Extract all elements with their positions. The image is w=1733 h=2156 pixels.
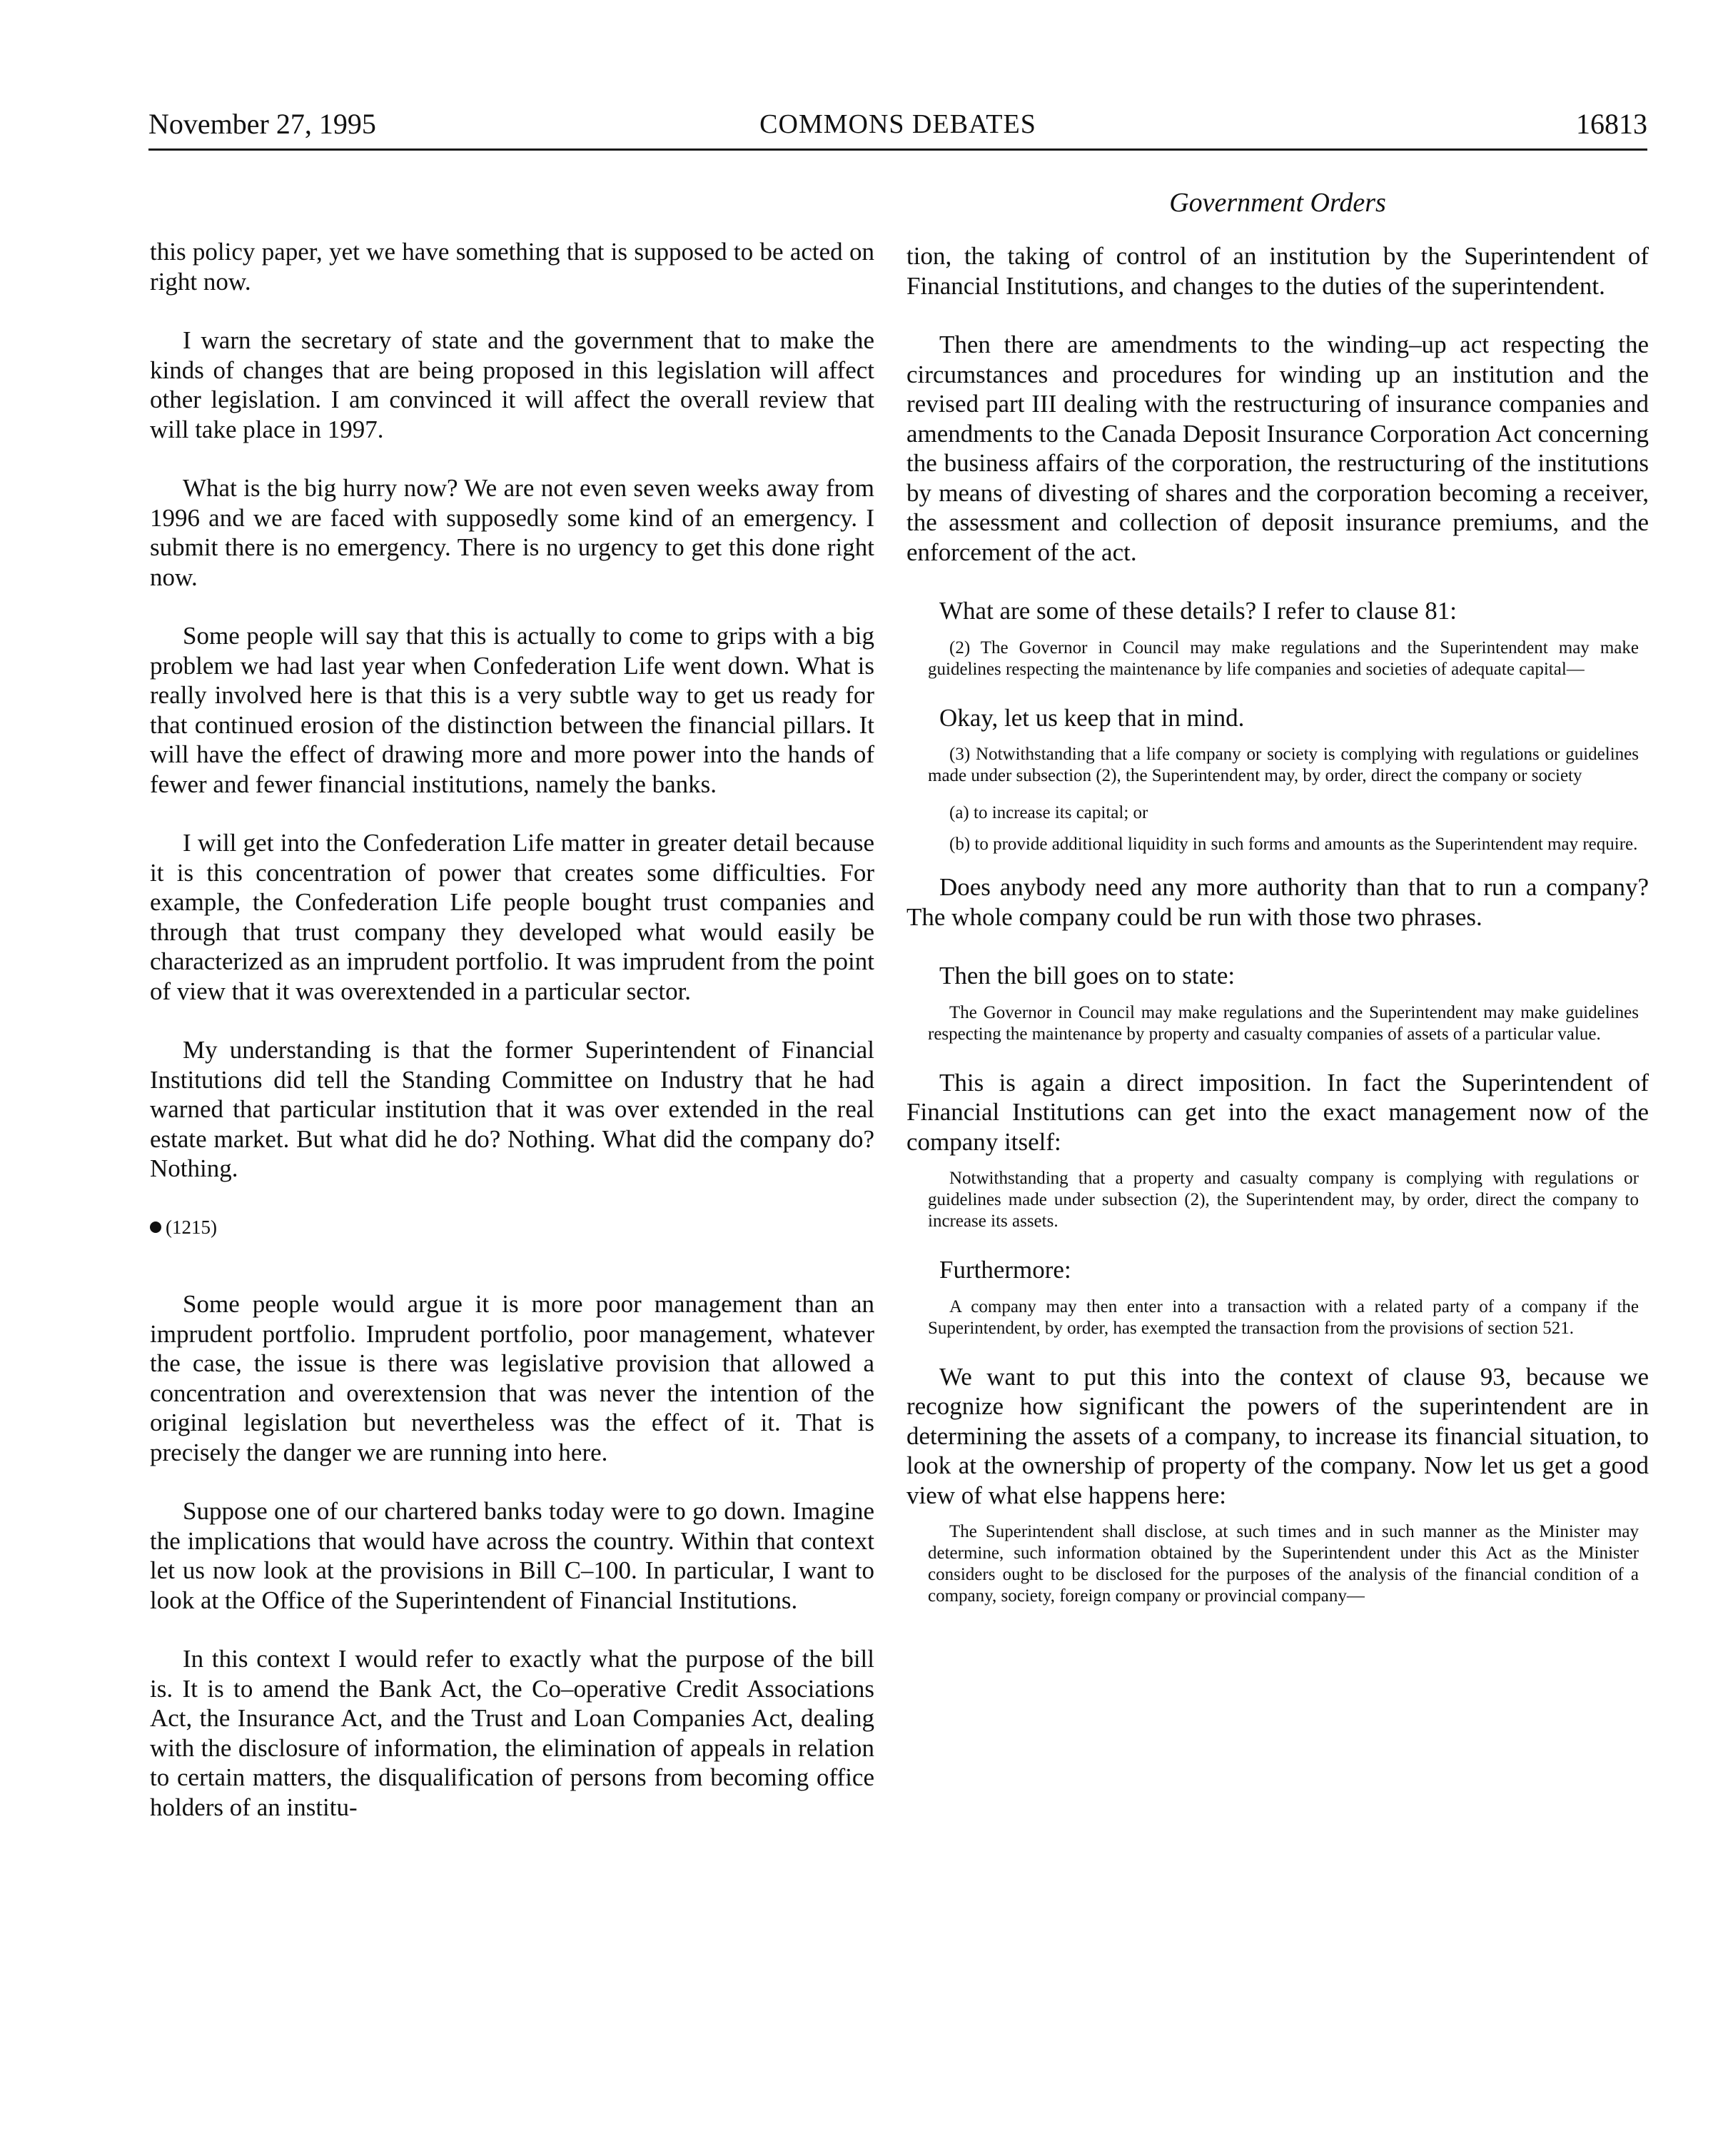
paragraph: Does anybody need any more authority than that to run a company? The whole company could be run with those two phrases. [906, 873, 1649, 931]
time-marker-text: (1215) [166, 1216, 217, 1238]
quotation: The Governor in Council may make regulations and the Superintendent may make guidelines respecting the maintenance by property and casualty companies of assets of a particular value. [928, 1002, 1639, 1044]
quotation: Notwithstanding that a property and casualty company is complying with regulations or guidelines made under subsection (2), the Superintendent may, by order, direct the company to increase its assets. [928, 1169, 1639, 1231]
paragraph: Then there are amendments to the winding–up act respecting the circumstances and procedures for winding up an institution and the revised part III dealing with the restructuring of insurance companies and amendments to the Canada Deposit Insurance Corporation Act concerning the business affairs of the corporation, the restructuring of the institutions by means of divesting of shares and the corporation becoming a receiver, the assessment and collection of deposit insurance premiums, and the enforcement of the act. [906, 331, 1649, 566]
paragraph: Then the bill goes on to state: [939, 962, 1236, 989]
paragraph: Some people would argue it is more poor management than an imprudent portfolio. Imprudent portfolio, poor management, whatever the case, the issue is there was legislative provision that allowed a concentration and overextension that was never the intention of the original legislation but nevertheless was the effect of it. That is precisely the danger we are running into here. [150, 1290, 874, 1466]
paragraph: tion, the taking of control of an institution by the Superintendent of Financial Institutions, and changes to the duties of the superintendent. [906, 242, 1649, 300]
bullet-icon [150, 1221, 161, 1233]
paragraph: Okay, let us keep that in mind. [939, 703, 1245, 732]
header-date: November 27, 1995 [148, 108, 376, 140]
section-title: Government Orders [1169, 188, 1386, 218]
header-rule [148, 148, 1647, 151]
left-column [150, 237, 874, 1851]
quotation-item: (a) to increase its capital; or [949, 803, 1148, 822]
paragraph: What are some of these details? I refer to clause 81: [939, 597, 1457, 625]
paragraph: What is the big hurry now? We are not even seven weeks away from 1996 and we are faced with supposedly some kind of an emergency. I submit there is no emergency. There is no urgency to get this done right now. [150, 474, 874, 591]
quotation: (2) The Governor in Council may make regulations and the Superintendent may make guidelines respecting the maintenance by life companies and societies of adequate capital— [928, 638, 1639, 679]
paragraph: this policy paper, yet we have something that is supposed to be acted on right now. [150, 238, 874, 296]
header-title: COMMONS DEBATES [759, 109, 1036, 139]
quotation: A company may then enter into a transaction with a related party of a company if the Superintendent, by order, has exempted the transaction from the provisions of section 521. [928, 1296, 1639, 1338]
paragraph: Some people will say that this is actually to come to grips with a big problem we had last year when Confederation Life went down. What is really involved here is that this is a very subtle way to get us ready for that continued erosion of the distinction between the financial pillars. It will have the effect of drawing more and more power into the hands of fewer and fewer financial institutions, namely the banks. [150, 622, 874, 798]
paragraph: Suppose one of our chartered banks today were to go down. Imagine the implications that would have across the country. Within that context let us now look at the provisions in Bill C–100. In particular, I want to look at the Office of the Superintendent of Financial Institutions. [150, 1497, 874, 1614]
header-page-number: 16813 [1576, 108, 1647, 140]
paragraph: In this context I would refer to exactly what the purpose of the bill is. It is to amend the Bank Act, the Co–operative Credit Associations Act, the Insurance Act, and the Trust and Loan Companies Act, dealing with the disclosure of information, the elimination of appeals in relation to certain matters, the disqualification of persons from becoming office holders of an institu- [150, 1645, 874, 1821]
quotation: The Superintendent shall disclose, at such times and in such manner as the Minister may determine, such information obtained by the Superintendent under this Act as the Minister considers ought to be disclosed for the purposes of the analysis of the financial condition of a company, society, foreign company or provincial company— [928, 1522, 1639, 1606]
paragraph: I will get into the Confederation Life matter in greater detail because it is this concentration of power that creates some difficulties. For example, the Confederation Life people bought trust companies and through that trust company they developed what would easily be characterized as an imprudent portfolio. It was imprudent from the point of view that it was overextended in a particular sector. [150, 829, 874, 1005]
paragraph: I warn the secretary of state and the government that to make the kinds of changes that are being proposed in this legislation will affect other legislation. I am convinced it will affect the overall review that will take place in 1997. [150, 326, 874, 443]
quotation: (3) Notwithstanding that a life company or society is complying with regulations or guidelines made under subsection (2), the Superintendent may, by order, direct the company or society [928, 745, 1639, 785]
paragraph: Furthermore: [939, 1256, 1071, 1284]
page-header [148, 107, 1647, 153]
paragraph: My understanding is that the former Superintendent of Financial Institutions did tell the Standing Committee on Industry that he had warned that particular institution that it was over extended in the real estate market. But what did he do? Nothing. What did the company do? Nothing. [150, 1036, 874, 1182]
right-column [906, 241, 1649, 1630]
paragraph: We want to put this into the context of clause 93, because we recognize how significant the powers of the superintendent are in determining the assets of a company, to increase its financial situation, to look at the ownership of property of the company. Now let us get a good view of what else happens here: [906, 1362, 1649, 1509]
time-marker [150, 1213, 874, 1243]
paragraph: This is again a direct imposition. In fact the Superintendent of Financial Institutions can get into the exact management now of the company itself: [906, 1068, 1649, 1156]
quotation-item: (b) to provide additional liquidity in such forms and amounts as the Superintendent may require. [949, 835, 1638, 854]
